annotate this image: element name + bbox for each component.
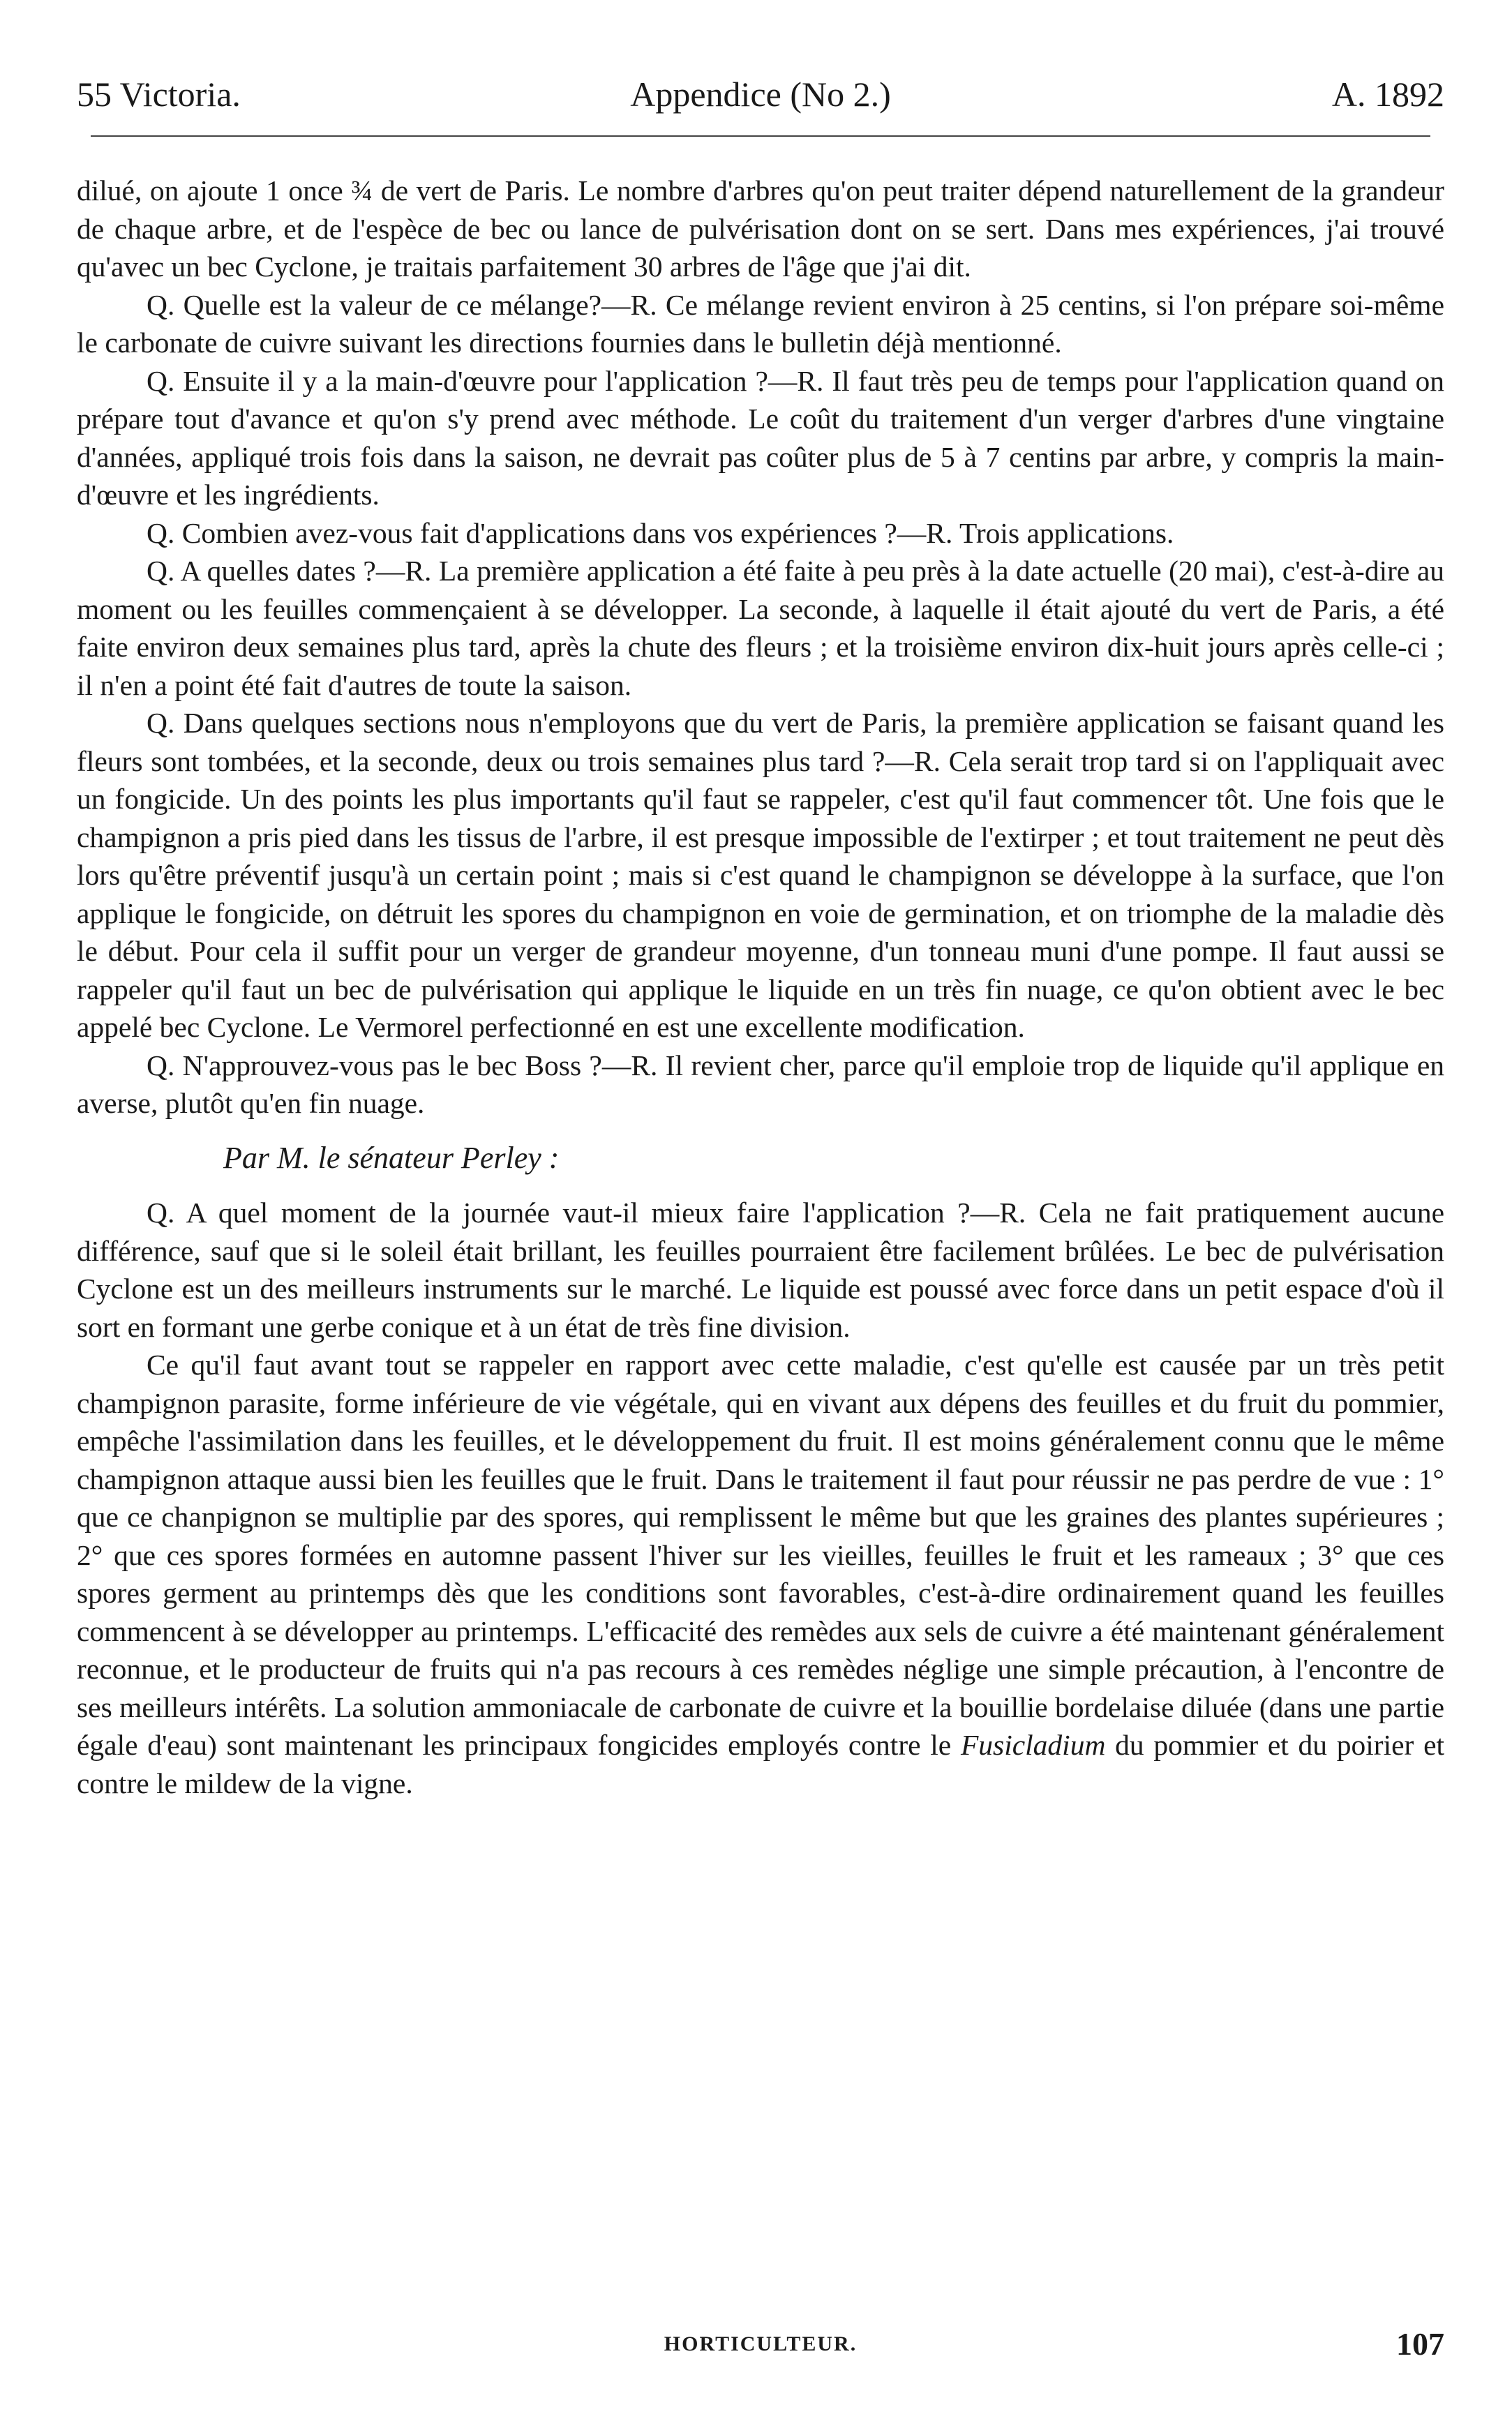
paragraph-4: Q. Combien avez-vous fait d'applications dans vos expériences ?—R. Trois applications. — [147, 516, 1174, 549]
paragraph-5: Q. A quelles dates ?—R. La première application a été faite à peu près à la date actuelle (20 mai), c'est-à-dire au moment ou les feuilles commençaient à se développer. La seconde, à laquelle il était ajouté du vert de Paris, a été faite environ deux semaines plus tard, après la chute des fleurs ; et la troisième environ dix-huit jours après celle-ci ; il n'en a point été fait d'autres de toute la saison. — [77, 555, 1444, 701]
paragraph-7: Q. N'approuvez-vous pas le bec Boss ?—R. Il revient cher, parce qu'il emploie trop de liquide qu'il applique en averse, plutôt qu'en fin nuage. — [77, 1049, 1444, 1119]
section-subhead: Par M. le sénateur Perley : — [223, 1140, 560, 1175]
header-session: 55 Victoria. — [77, 75, 241, 114]
footer-section-name: HORTICULTEUR. — [664, 2332, 858, 2355]
paragraph-2: Q. Quelle est la valeur de ce mélange?—R. Ce mélange revient environ à 25 centins, si l'on prépare soi-même le carbonate de cuivre suivant les directions fournies dans le bulletin déjà mentionné. — [77, 288, 1444, 359]
page-number: 107 — [1396, 2326, 1444, 2362]
body-text — [77, 172, 1444, 1802]
paragraph-9 — [77, 1346, 1444, 1802]
paragraph-8: Q. A quel moment de la journée vaut-il mieux faire l'application ?—R. Cela ne fait pratiquement aucune différence, sauf que si le soleil était brillant, les feuilles pourraient être facilement brûlées. Le bec de pulvérisation Cyclone est un des meilleurs instruments sur le marché. Le liquide est poussé avec force dans un petit espace d'où il sort en formant une gerbe conique et à un état de très fine division. — [77, 1197, 1444, 1343]
paragraph-9-italic-term: Fusicladium — [960, 1729, 1106, 1761]
paragraph-1: dilué, on ajoute 1 once ¾ de vert de Paris. Le nombre d'arbres qu'on peut traiter dépend naturellement de la grandeur de chaque arbre, et de l'espèce de bec ou lance de pulvérisation dont on se sert. Dans mes expériences, j'ai trouvé qu'avec un bec Cyclone, je traitais parfaitement 30 arbres de l'âge que j'ai dit. — [77, 174, 1444, 283]
paragraph-9-text-a: Ce qu'il faut avant tout se rappeler en rapport avec cette maladie, c'est qu'elle est causée par un très petit champignon parasite, forme inférieure de vie végétale, qui en vivant aux dépens des feuilles et du fruit du pommier, empêche l'assimilation dans les feuilles, et le développement du fruit. Il est moins généralement connu que le même champignon attaque aussi bien les feuilles que le fruit. Dans le traitement il faut pour réussir ne pas perdre de vue : 1° que ce chanpignon se multiplie par des spores, qui remplissent le même but que les graines des plantes supérieures ; 2° que ces spores formées en automne passent l'hiver sur les vieilles, feuilles le fruit et les rameaux ; 3° que ces spores germent au printemps dès que les conditions sont favorables, c'est-à-dire ordinairement quand les feuilles commencent à se développer au printemps. L'efficacité des remèdes aux sels de cuivre a été maintenant généralement reconnue, et le producteur de fruits qui n'a pas recours à ces remèdes néglige une simple précaution, à l'encontre de ses meilleurs intérêts. La solution ammoniacale de carbonate de cuivre et la bouillie bordelaise diluée (dans une partie égale d'eau) sont maintenant les principaux fongicides employés contre le — [77, 1349, 1444, 1761]
header-appendix: Appendice (No 2.) — [630, 75, 891, 114]
header-rule — [91, 135, 1430, 137]
header-year: A. 1892 — [1331, 75, 1444, 114]
running-footer — [77, 2323, 1444, 2365]
paragraph-6: Q. Dans quelques sections nous n'employons que du vert de Paris, la première application se faisant quand les fleurs sont tombées, et la seconde, deux ou trois semaines plus tard ?—R. Cela serait trop tard si on l'appliquait avec un fongicide. Un des points les plus importants qu'il faut se rappeler, c'est qu'il faut commencer tôt. Une fois que le champignon a pris pied dans les tissus de l'arbre, il est presque impossible de l'extirper ; et tout traitement ne peut dès lors qu'être préventif jusqu'à un certain point ; mais si c'est quand le champignon se développe à la surface, que l'on applique le fongicide, on détruit les spores du champignon en voie de germination, et on triomphe de la maladie dès le début. Pour cela il suffit pour un verger de grandeur moyenne, d'un tonneau muni d'une pompe. Il faut aussi se rappeler qu'il faut un bec de pulvérisation qui applique le liquide en un très fin nuage, ce qu'on obtient avec le bec appelé bec Cyclone. Le Vermorel perfectionné en est une excellente modification. — [77, 707, 1444, 1043]
paragraph-9-text-b: du pommier et du poirier et contre le mildew de la vigne. — [77, 1729, 1445, 1799]
running-header — [77, 63, 1444, 126]
paragraph-3: Q. Ensuite il y a la main-d'œuvre pour l'application ?—R. Il faut très peu de temps pour l'application quand on prépare tout d'avance et qu'on s'y prend avec méthode. Le coût du traitement d'un verger d'arbres d'une vingtaine d'années, appliqué trois fois dans la saison, ne devrait pas coûter plus de 5 à 7 centins par arbre, y compris la main-d'œuvre et les ingrédients. — [77, 364, 1444, 511]
document-page — [77, 63, 1444, 2365]
